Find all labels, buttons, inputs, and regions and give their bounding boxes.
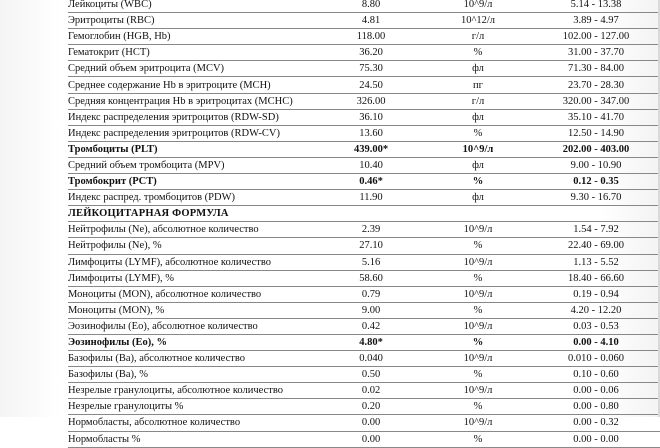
result-value-cell: 439.00*	[318, 141, 424, 157]
unit-cell: г/л	[424, 29, 532, 45]
result-value-cell: 27.10	[318, 238, 424, 254]
test-name-cell: Средняя концентрация Hb в эритроцитах (MCHC)	[68, 93, 318, 109]
test-name-cell: Нормобласты %	[68, 431, 318, 447]
test-name-cell: Индекс распределения эритроцитов (RDW-SD)	[68, 109, 318, 125]
table-row	[68, 125, 660, 141]
result-value-cell: 36.20	[318, 45, 424, 61]
test-name-cell: Нейтрофилы (Ne), %	[68, 238, 318, 254]
test-name-cell: Эозинофилы (Eo), %	[68, 334, 318, 350]
unit-cell: фл	[424, 109, 532, 125]
result-value-cell: 0.02	[318, 383, 424, 399]
test-name-cell: Нормобласты, абсолютное количество	[68, 415, 318, 431]
result-value-cell: 2.39	[318, 222, 424, 238]
reference-range-cell: 0.00 - 0.80	[532, 399, 660, 415]
unit-cell: 10^9/л	[424, 286, 532, 302]
reference-range-cell: 3.89 - 4.97	[532, 13, 660, 29]
result-value-cell: 4.81	[318, 13, 424, 29]
reference-range-cell: 0.00 - 4.10	[532, 334, 660, 350]
reference-range-cell: 12.50 - 14.90	[532, 125, 660, 141]
result-value-cell: 0.42	[318, 318, 424, 334]
reference-range-cell: 0.00 - 0.06	[532, 383, 660, 399]
result-value-cell: 0.50	[318, 367, 424, 383]
unit-cell: %	[424, 174, 532, 190]
reference-range-cell: 0.10 - 0.60	[532, 367, 660, 383]
test-name-cell: Средний объем тромбоцита (MPV)	[68, 157, 318, 173]
table-row	[68, 61, 660, 77]
unit-cell: 10^9/л	[424, 383, 532, 399]
test-name-cell: Моноциты (MON), абсолютное количество	[68, 286, 318, 302]
test-name-cell: Гематокрит (HCT)	[68, 45, 318, 61]
result-value-cell: 75.30	[318, 61, 424, 77]
unit-cell: %	[424, 302, 532, 318]
result-value-cell: 13.60	[318, 125, 424, 141]
test-name-cell: Лимфоциты (LYMF), абсолютное количество	[68, 254, 318, 270]
reference-range-cell: 0.010 - 0.060	[532, 351, 660, 367]
result-value-cell: 4.80*	[318, 334, 424, 350]
result-value-cell	[318, 206, 424, 222]
result-value-cell: 36.10	[318, 109, 424, 125]
unit-cell: %	[424, 367, 532, 383]
result-value-cell: 326.00	[318, 93, 424, 109]
reference-range-cell: 0.00 - 0.00	[532, 431, 660, 447]
result-value-cell: 0.46*	[318, 174, 424, 190]
unit-cell: %	[424, 431, 532, 447]
unit-cell: фл	[424, 61, 532, 77]
test-name-cell: Моноциты (MON), %	[68, 302, 318, 318]
unit-cell: %	[424, 125, 532, 141]
unit-cell: 10^9/л	[424, 415, 532, 431]
reference-range-cell: 9.00 - 10.90	[532, 157, 660, 173]
unit-cell: фл	[424, 190, 532, 206]
result-value-cell: 8.80	[318, 0, 424, 13]
reference-range-cell: 22.40 - 69.00	[532, 238, 660, 254]
reference-range-cell: 0.03 - 0.53	[532, 318, 660, 334]
unit-cell: 10^9/л	[424, 0, 532, 13]
reference-range-cell: 23.70 - 28.30	[532, 77, 660, 93]
results-table-body	[68, 0, 660, 447]
unit-cell: %	[424, 334, 532, 350]
table-row	[68, 109, 660, 125]
table-row	[68, 302, 660, 318]
unit-cell: пг	[424, 77, 532, 93]
test-name-cell: Незрелые гранулоциты %	[68, 399, 318, 415]
unit-cell: 10^9/л	[424, 351, 532, 367]
test-name-cell: Базофилы (Ba), %	[68, 367, 318, 383]
reference-range-cell: 0.00 - 0.32	[532, 415, 660, 431]
table-row	[68, 77, 660, 93]
test-name-cell: Базофилы (Ba), абсолютное количество	[68, 351, 318, 367]
result-value-cell: 0.79	[318, 286, 424, 302]
unit-cell: 10^12/л	[424, 13, 532, 29]
blood-test-results-table	[68, 0, 660, 448]
table-row	[68, 13, 660, 29]
reference-range-cell: 202.00 - 403.00	[532, 141, 660, 157]
section-header-row	[68, 206, 660, 222]
table-row	[68, 174, 660, 190]
reference-range-cell: 35.10 - 41.70	[532, 109, 660, 125]
table-row	[68, 29, 660, 45]
result-value-cell: 9.00	[318, 302, 424, 318]
test-name-cell: ЛЕЙКОЦИТАРНАЯ ФОРМУЛА	[68, 206, 318, 222]
unit-cell: %	[424, 238, 532, 254]
table-row	[68, 431, 660, 447]
reference-range-cell: 1.54 - 7.92	[532, 222, 660, 238]
table-row	[68, 141, 660, 157]
table-row	[68, 190, 660, 206]
table-row	[68, 351, 660, 367]
unit-cell: 10^9/л	[424, 254, 532, 270]
table-row	[68, 415, 660, 431]
result-value-cell: 0.00	[318, 415, 424, 431]
reference-range-cell: 1.13 - 5.52	[532, 254, 660, 270]
reference-range-cell: 31.00 - 37.70	[532, 45, 660, 61]
test-name-cell: Тромбоциты (PLT)	[68, 141, 318, 157]
result-value-cell: 58.60	[318, 270, 424, 286]
table-row	[68, 222, 660, 238]
result-value-cell: 5.16	[318, 254, 424, 270]
test-name-cell: Незрелые гранулоциты, абсолютное количество	[68, 383, 318, 399]
test-name-cell: Лейкоциты (WBC)	[68, 0, 318, 13]
reference-range-cell: 71.30 - 84.00	[532, 61, 660, 77]
reference-range-cell: 5.14 - 13.38	[532, 0, 660, 13]
test-name-cell: Эозинофилы (Eo), абсолютное количество	[68, 318, 318, 334]
test-name-cell: Индекс распределения эритроцитов (RDW-CV)	[68, 125, 318, 141]
test-name-cell: Лимфоциты (LYMF), %	[68, 270, 318, 286]
table-row	[68, 367, 660, 383]
reference-range-cell: 320.00 - 347.00	[532, 93, 660, 109]
unit-cell: %	[424, 270, 532, 286]
result-value-cell: 10.40	[318, 157, 424, 173]
result-value-cell: 118.00	[318, 29, 424, 45]
table-row	[68, 383, 660, 399]
result-value-cell: 0.040	[318, 351, 424, 367]
reference-range-cell: 0.19 - 0.94	[532, 286, 660, 302]
table-row	[68, 270, 660, 286]
unit-cell: 10^9/л	[424, 318, 532, 334]
reference-range-cell	[532, 206, 660, 222]
table-row	[68, 286, 660, 302]
test-name-cell: Нейтрофилы (Ne), абсолютное количество	[68, 222, 318, 238]
reference-range-cell: 4.20 - 12.20	[532, 302, 660, 318]
reference-range-cell: 9.30 - 16.70	[532, 190, 660, 206]
test-name-cell: Индекс распред. тромбоцитов (PDW)	[68, 190, 318, 206]
test-name-cell: Эритроциты (RBC)	[68, 13, 318, 29]
unit-cell: 10^9/л	[424, 141, 532, 157]
reference-range-cell: 0.12 - 0.35	[532, 174, 660, 190]
table-row	[68, 93, 660, 109]
table-row	[68, 238, 660, 254]
table-row	[68, 0, 660, 13]
table-row	[68, 399, 660, 415]
unit-cell: г/л	[424, 93, 532, 109]
reference-range-cell: 102.00 - 127.00	[532, 29, 660, 45]
unit-cell: фл	[424, 157, 532, 173]
result-value-cell: 0.20	[318, 399, 424, 415]
test-name-cell: Среднее содержание Hb в эритроците (MCH)	[68, 77, 318, 93]
test-name-cell: Средний объем эритроцита (MCV)	[68, 61, 318, 77]
table-row	[68, 318, 660, 334]
table-row	[68, 254, 660, 270]
unit-cell: %	[424, 399, 532, 415]
unit-cell	[424, 206, 532, 222]
unit-cell: %	[424, 45, 532, 61]
result-value-cell: 24.50	[318, 77, 424, 93]
table-row	[68, 45, 660, 61]
result-value-cell: 0.00	[318, 431, 424, 447]
test-name-cell: Тромбокрит (PCT)	[68, 174, 318, 190]
table-row	[68, 157, 660, 173]
unit-cell: 10^9/л	[424, 222, 532, 238]
table-row	[68, 334, 660, 350]
reference-range-cell: 18.40 - 66.60	[532, 270, 660, 286]
result-value-cell: 11.90	[318, 190, 424, 206]
test-name-cell: Гемоглобин (HGB, Hb)	[68, 29, 318, 45]
